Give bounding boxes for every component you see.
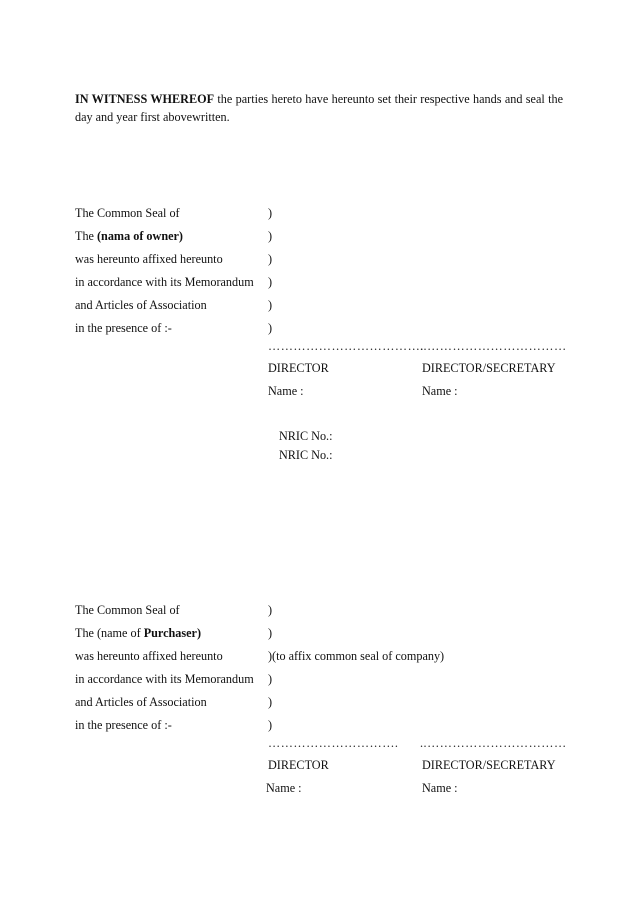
paren-4: ) <box>268 672 273 686</box>
paren-3: ) <box>268 252 273 266</box>
owner-name-placeholder: (nama of owner) <box>97 229 183 243</box>
signature-line-secretary: ..…………………………… <box>420 736 567 750</box>
paren-5: ) <box>268 695 273 709</box>
secretary-name-label: Name : <box>422 781 458 795</box>
paren-2: ) <box>268 229 273 243</box>
signature-line-director: ………………………………. <box>268 339 424 353</box>
seal-line-1: The Common Seal of <box>75 603 180 617</box>
nric-label-1: NRIC No.: <box>279 429 333 443</box>
witness-lead: IN WITNESS WHEREOF <box>75 92 215 106</box>
paren-2: ) <box>268 626 273 640</box>
seal-line-1: The Common Seal of <box>75 206 180 220</box>
seal-line-4: in accordance with its Memorandum <box>75 275 254 289</box>
purchaser-name-placeholder: Purchaser) <box>143 626 202 640</box>
seal-line-6: in the presence of :- <box>75 321 172 335</box>
secretary-name-label: Name : <box>422 384 458 398</box>
nric-label-2: NRIC No.: <box>279 448 333 462</box>
director-label: DIRECTOR <box>268 361 329 375</box>
director-name-label: Name : <box>266 781 302 795</box>
signature-line-director: …………………………. <box>268 736 399 750</box>
seal-line-5: and Articles of Association <box>75 695 207 709</box>
seal-line-2: The (name of Purchaser) <box>75 626 202 640</box>
seal-line-2: The (nama of owner) <box>75 229 183 243</box>
paren-1: ) <box>268 206 273 220</box>
secretary-label: DIRECTOR/SECRETARY <box>422 361 556 375</box>
witness-text: the parties hereto have hereunto set their respective hands and seal the day and year first abovewritten. <box>75 92 563 124</box>
paren-6: ) <box>268 321 273 335</box>
seal-line-4: in accordance with its Memorandum <box>75 672 254 686</box>
director-name-label: Name : <box>268 384 304 398</box>
paren-3: )(to affix common seal of company) <box>268 649 445 663</box>
signature-line-secretary: ..…………………………… <box>420 339 567 353</box>
paren-5: ) <box>268 298 273 312</box>
director-label: DIRECTOR <box>268 758 329 772</box>
seal-line-6: in the presence of :- <box>75 718 172 732</box>
seal-line-5: and Articles of Association <box>75 298 207 312</box>
seal-line-3: was hereunto affixed hereunto <box>75 252 223 266</box>
paren-6: ) <box>268 718 273 732</box>
paren-1: ) <box>268 603 273 617</box>
paren-4: ) <box>268 275 273 289</box>
witness-clause <box>75 90 563 126</box>
seal-line-3: was hereunto affixed hereunto <box>75 649 223 663</box>
secretary-label: DIRECTOR/SECRETARY <box>422 758 556 772</box>
